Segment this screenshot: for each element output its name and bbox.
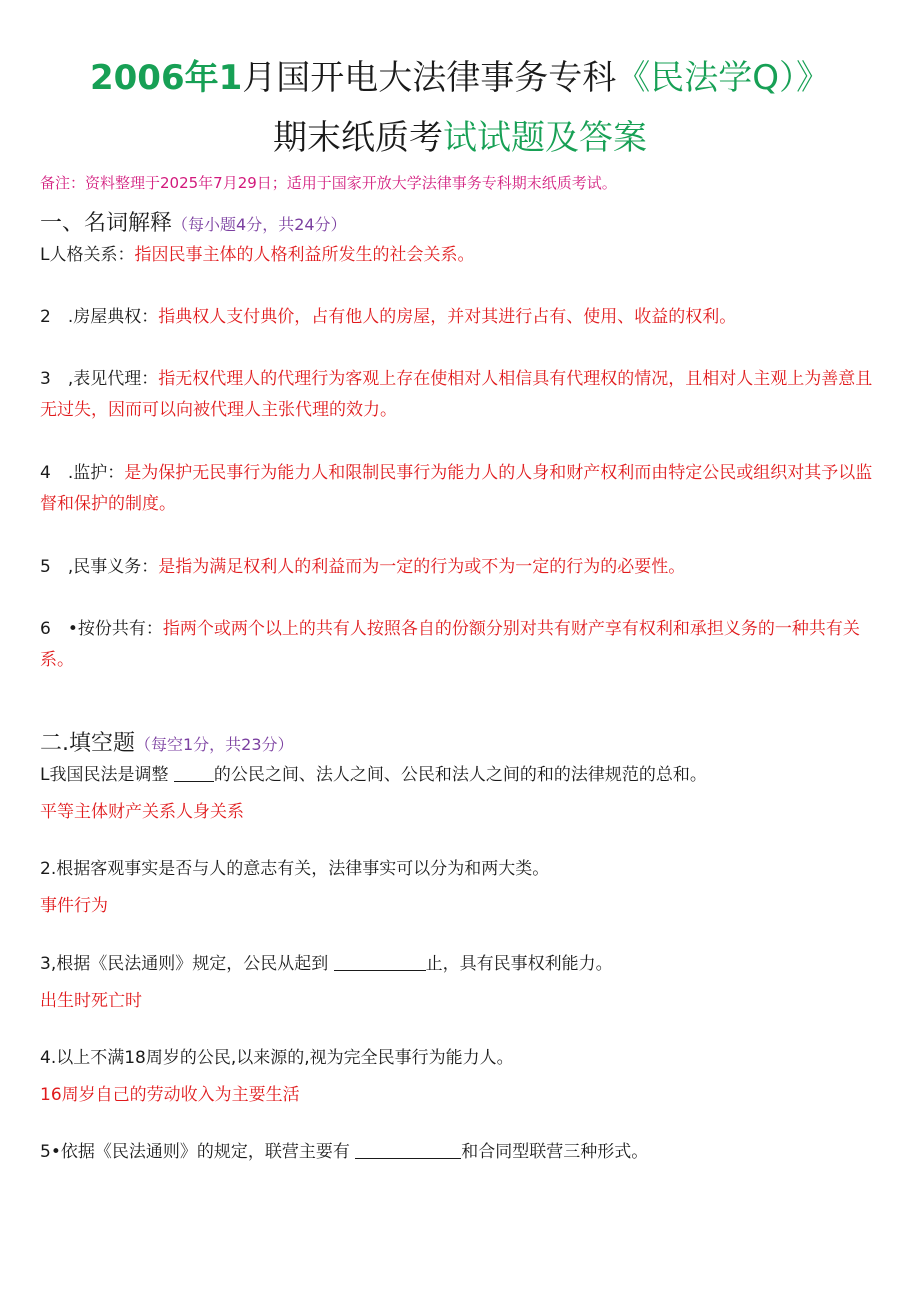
term-label: 5 ,民事义务： bbox=[40, 557, 159, 577]
term-label: 2 .房屋典权： bbox=[40, 307, 159, 327]
term-definition: 是指为满足权利人的利益而为一定的行为或不为一定的行为的必要性。 bbox=[158, 557, 686, 577]
term-item-3 bbox=[40, 364, 880, 426]
title-year-part: 2006年1 bbox=[89, 58, 243, 98]
fill-answer-4: 16周岁自己的劳动收入为主要生活 bbox=[40, 1085, 300, 1105]
fill-question-5 bbox=[40, 1137, 880, 1168]
term-item-2 bbox=[40, 302, 880, 333]
term-definition: 指两个或两个以上的共有人按照各自的份额分别对共有财产享有权利和承担义务的一种共有关系。 bbox=[40, 619, 860, 670]
question-text-a: 5•依据《民法通则》的规定，联营主要有 bbox=[40, 1142, 356, 1162]
title-answer-part: 试试题及答案 bbox=[443, 118, 647, 158]
question-text-a: L我国民法是调整 bbox=[40, 765, 174, 785]
question-text-a: 3,根据《民法通则》规定，公民从起到 bbox=[40, 954, 334, 974]
section-1-score: （每小题4分，共24分） bbox=[172, 215, 347, 234]
term-label: 4 .监护： bbox=[40, 463, 125, 483]
question-text-b: 的公民之间、法人之间、公民和法人之间的和的法律规范的总和。 bbox=[213, 765, 707, 785]
term-definition: 指因民事主体的人格利益所发生的社会关系。 bbox=[134, 245, 475, 265]
fill-answer-1: 平等主体财产关系人身关系 bbox=[40, 802, 244, 822]
fill-question-2 bbox=[40, 854, 880, 885]
title-main-part: 月国开电大法律事务专科 bbox=[242, 58, 617, 98]
term-item-6 bbox=[40, 614, 880, 676]
fill-answer-2: 事件行为 bbox=[40, 896, 108, 916]
section-2-score: （每空1分，共23分） bbox=[135, 735, 294, 754]
answer-blank bbox=[334, 952, 426, 971]
section-1-title: 一、名词解释 bbox=[40, 211, 173, 236]
section-2-title: 二.填空题 bbox=[40, 731, 135, 756]
term-definition: 是为保护无民事行为能力人和限制民事行为能力人的人身和财产权利而由特定公民或组织对其予以监督和保护的制度。 bbox=[40, 463, 873, 514]
question-text-a: 2.根据客观事实是否与人的意志有关，法律事实可以分为和两大类。 bbox=[40, 859, 550, 879]
fill-question-4 bbox=[40, 1043, 880, 1074]
term-definition: 指无权代理人的代理行为客观上存在使相对人相信具有代理权的情况，且相对人主观上为善意且无过失，因而可以向被代理人主张代理的效力。 bbox=[40, 369, 873, 420]
answer-blank bbox=[355, 1140, 461, 1159]
term-item-1 bbox=[40, 240, 880, 271]
term-item-5 bbox=[40, 552, 880, 583]
title-line-1 bbox=[0, 56, 920, 100]
question-text-b: 和合同型联营三种形式。 bbox=[461, 1142, 649, 1162]
term-label: 3 ,表见代理： bbox=[40, 369, 159, 389]
title-course-part: 《民法学Q）》 bbox=[616, 58, 831, 98]
title-line-2 bbox=[0, 116, 920, 160]
section-2-heading bbox=[40, 726, 294, 757]
term-label: 6 •按份共有： bbox=[40, 619, 163, 639]
fill-answer-3: 出生时死亡时 bbox=[40, 991, 142, 1011]
section-1-heading bbox=[40, 206, 347, 237]
remark-note: 备注：资料整理于2025年7月29日；适用于国家开放大学法律事务专科期末纸质考试。 bbox=[40, 174, 617, 192]
answer-blank bbox=[174, 763, 214, 782]
fill-question-3 bbox=[40, 949, 880, 980]
title-exam-part: 期末纸质考 bbox=[273, 118, 443, 158]
term-label: L人格关系： bbox=[40, 245, 135, 265]
term-definition: 指典权人支付典价，占有他人的房屋，并对其进行占有、使用、收益的权利。 bbox=[158, 307, 737, 327]
question-text-a: 4.以上不满18周岁的公民,以来源的,视为完全民事行为能力人。 bbox=[40, 1048, 514, 1068]
fill-question-1 bbox=[40, 760, 880, 791]
question-text-b: 止，具有民事权利能力。 bbox=[425, 954, 613, 974]
term-item-4 bbox=[40, 458, 880, 520]
